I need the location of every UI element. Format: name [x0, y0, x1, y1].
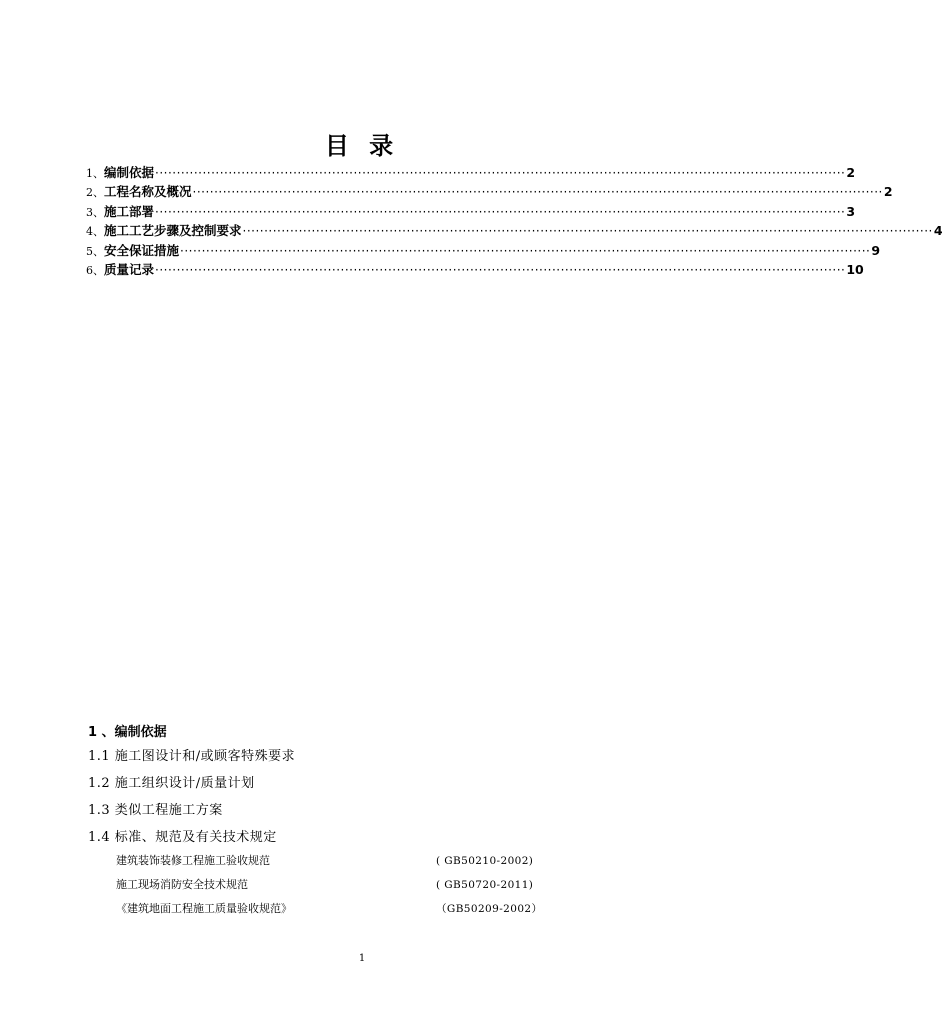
subsection-item: 1.3 类似工程施工方案 [88, 803, 223, 818]
toc-entry-number: 6、 [86, 263, 104, 277]
toc-dot-leader: ································································································································································ [242, 224, 933, 239]
toc-entry[interactable] [86, 163, 856, 182]
subsection-item: 1.4 标准、规范及有关技术规定 [88, 830, 277, 845]
standard-row [116, 853, 556, 877]
subsection-list [88, 746, 295, 854]
toc-entry-page: 2 [883, 184, 893, 200]
toc-dot-leader: ································································································································································ [155, 166, 846, 180]
toc-entry-label: 编制依据 [104, 165, 155, 180]
toc-entry-number: 5、 [86, 244, 104, 258]
standard-code: （GB50209-2002） [436, 903, 543, 915]
page-number: 1 [358, 953, 366, 964]
toc-entry-label: 工程名称及概况 [104, 184, 192, 200]
toc-entry[interactable] [86, 202, 856, 221]
standard-row [116, 877, 556, 901]
toc-entry[interactable] [86, 221, 943, 240]
table-of-contents [86, 163, 943, 279]
toc-entry-page: 2 [846, 165, 856, 180]
toc-dot-leader: ································································································································································ [192, 185, 883, 200]
subsection-item: 1.2 施工组织设计/质量计划 [88, 776, 255, 791]
toc-entry-page: 9 [871, 242, 881, 258]
toc-entry-number: 3、 [86, 205, 104, 219]
standard-code: ( GB50720-2011) [436, 879, 534, 891]
toc-title: 目 录 [324, 132, 400, 160]
standard-name: 建筑装饰装修工程施工验收规范 [116, 854, 270, 867]
toc-entry-label: 施工部署 [104, 203, 155, 219]
standard-name: 《建筑地面工程施工质量验收规范》 [116, 902, 292, 915]
toc-entry[interactable] [86, 260, 864, 279]
toc-entry-page: 3 [846, 203, 856, 219]
standard-code: ( GB50210-2002) [436, 855, 534, 867]
toc-entry-number: 1、 [86, 167, 104, 180]
toc-entry-number: 2、 [86, 186, 104, 200]
toc-entry-page: 10 [846, 261, 864, 277]
toc-dot-leader: ································································································································································ [155, 262, 846, 277]
toc-entry-page: 4 [933, 223, 943, 239]
section-heading: 1 、编制依据 [88, 725, 167, 740]
toc-entry[interactable] [86, 182, 893, 201]
toc-entry-label: 施工工艺步骤及控制要求 [104, 223, 242, 239]
toc-dot-leader: ································································································································································ [180, 243, 871, 258]
toc-dot-leader: ································································································································································ [155, 204, 846, 219]
standard-name: 施工现场消防安全技术规范 [116, 878, 248, 891]
subsection-item: 1.1 施工图设计和/或顾客特殊要求 [88, 749, 296, 764]
standard-row [116, 901, 556, 925]
toc-entry-label: 安全保证措施 [104, 242, 180, 258]
toc-entry[interactable] [86, 241, 881, 260]
toc-entry-number: 4、 [86, 225, 104, 239]
toc-entry-label: 质量记录 [104, 261, 155, 277]
standards-list [116, 853, 556, 925]
